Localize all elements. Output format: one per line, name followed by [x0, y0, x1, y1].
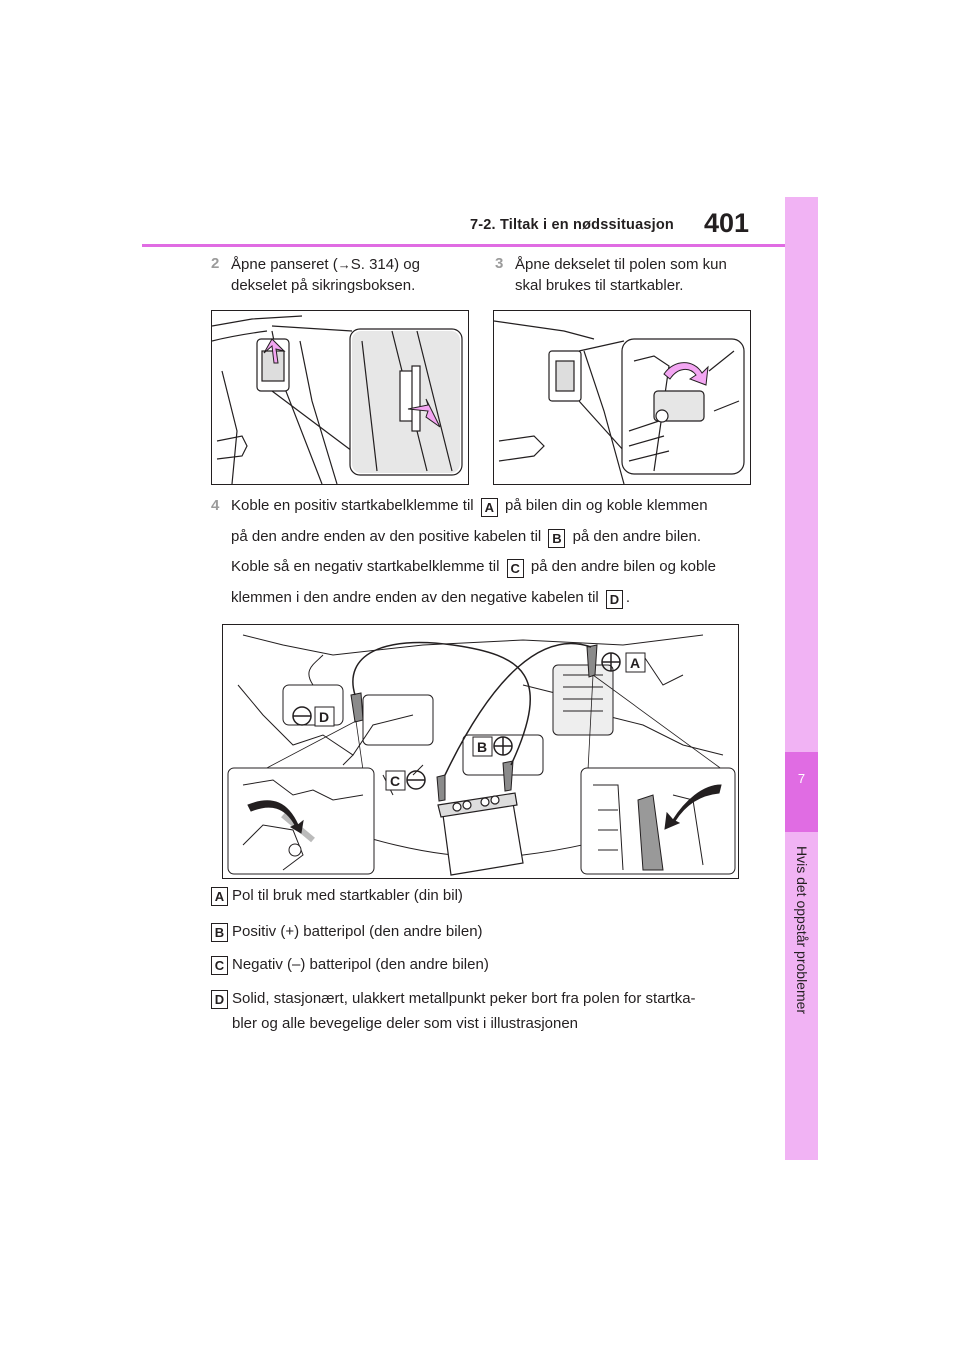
fuse-box-drawing — [212, 311, 468, 484]
step-4-line-2-start: på den andre enden av den positive kabelen til — [231, 528, 542, 545]
step-4-line-4-start: klemmen i den andre enden av den negative kabelen til — [231, 589, 599, 606]
chapter-number-box — [785, 752, 818, 832]
step-3-text — [515, 254, 775, 296]
step-4-line-3 — [231, 558, 716, 578]
fuse-box-illustration — [211, 310, 469, 485]
step-3-number: 3 — [495, 255, 504, 272]
step-2-line-1 — [231, 254, 471, 275]
step-4-line-2 — [231, 528, 701, 548]
legend-a-text: Pol til bruk med startkabler (din bil) — [232, 887, 463, 904]
section-title: 7-2. Tiltak i en nødssituasjon — [470, 217, 674, 233]
step-4-line-3-start: Koble så en negativ startkabelklemme til — [231, 558, 500, 575]
engine-bay-drawing — [223, 625, 738, 878]
step-3-line-2: skal brukes til startkabler. — [515, 277, 684, 294]
step-4-line-4 — [231, 589, 630, 609]
legend-d-text-line-2: bler og alle bevegelige deler som vist i illustrasjonen — [232, 1015, 579, 1032]
chapter-title: Hvis det oppstår problemer — [794, 846, 810, 1015]
legend-d-box: D — [211, 990, 228, 1009]
label-b-callout — [473, 737, 512, 756]
step-4-line-2-end: på den andre bilen. — [572, 528, 702, 545]
label-d-inline: D — [606, 590, 623, 609]
header-rule — [142, 244, 785, 247]
legend-d-text: Solid, stasjonært, ulakkert metallpunkt peker bort fra polen for startka- — [232, 990, 696, 1007]
label-b-text: B — [477, 739, 488, 755]
step-2-line-1-end: S. 314) og — [350, 256, 420, 273]
legend-c-box: C — [211, 956, 228, 975]
terminal-cover-illustration — [493, 310, 751, 485]
label-c-text: C — [390, 773, 401, 789]
label-c-inline: C — [507, 559, 524, 578]
step-4-line-1-start: Koble en positiv startkabelklemme til — [231, 497, 474, 514]
page-number: 401 — [704, 208, 750, 238]
step-2-line-1-start: Åpne panseret ( — [231, 256, 338, 273]
step-3-line-1: Åpne dekselet til polen som kun — [515, 256, 727, 273]
label-d-callout — [293, 707, 334, 726]
jump-start-illustration — [222, 624, 739, 879]
label-a-inline: A — [481, 498, 498, 517]
chapter-number: 7 — [797, 771, 806, 786]
step-4-line-1-end: på bilen din og koble klemmen — [504, 497, 708, 514]
terminal-cover-drawing — [494, 311, 750, 484]
step-2-line-2: dekselet på sikringsboksen. — [231, 277, 416, 294]
step-4-line-4-end: . — [625, 589, 631, 606]
step-2-number: 2 — [211, 255, 220, 272]
step-4-line-1 — [231, 497, 708, 517]
label-a-text: A — [630, 655, 641, 671]
step-4-line-3-end: på den andre bilen og koble — [530, 558, 716, 575]
step-4-number: 4 — [211, 497, 220, 514]
legend-c-text: Negativ (–) batteripol (den andre bilen) — [232, 956, 489, 973]
legend-b-text: Positiv (+) batteripol (den andre bilen) — [232, 923, 483, 940]
legend-b-box: B — [211, 923, 228, 942]
label-c-callout — [386, 771, 425, 790]
reference-arrow: → — [337, 257, 351, 272]
legend-a-box: A — [211, 887, 228, 906]
label-b-inline: B — [548, 529, 565, 548]
label-d-text: D — [319, 709, 330, 725]
step-2-text — [231, 254, 471, 296]
